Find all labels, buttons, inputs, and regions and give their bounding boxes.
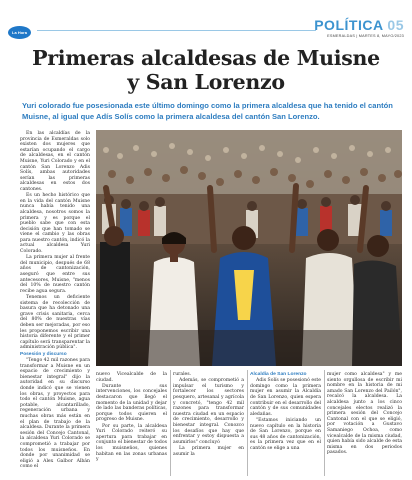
left-paragraph: Tenemos un deficiente sistema de recolección de basura que ha detonado una grave crisis sanitaria, cerca del 80% de nuestras vías deben ser mejoradas, por eso les proponemos escribir una historia diferente y el primer capítulo será transparentar la administración pública". <box>20 295 90 351</box>
paragraph: "Estamos iniciando un nuevo capítulo en la historia de San Lorenzo, porque en sus 48 años de cantonización, es la primera vez que en el cantón se elige a una <box>250 417 321 451</box>
crowd-photo <box>96 130 402 366</box>
bottom-column-3 <box>250 372 321 452</box>
left-paragraph: "Tengo 42 mil razones para transformar a Muisne en un espacio de crecimiento y bienestar integral" dijo la autoridad en su discurso donde indicó que se vienen los obras, y proyectos para todo el cantón Muisne, agua potable, alcantarillado, regeneración urbana y muchas obras más están en el plan de trabajo de la alcaldesa. Durante la primera sesión del Concejo Cantonal, la alcaldesa Yuri Colorado se comprometió a trabajar por todos los muisneños. En donde por unanimidad se eligió a Alex Galbor Albán como el <box>20 358 90 470</box>
column-rule <box>247 370 248 476</box>
paragraph: Durante sus intervenciones, los concejales destacaron que llegó el momento de la unidad y dejar de lado las banderas políticas, porque todos quieren el progreso de Muisne. <box>96 383 167 423</box>
page-number: 05 <box>387 17 404 33</box>
left-column <box>20 131 90 471</box>
paragraph: Adis Solís se posesionó este domingo como la primera mujer en asumir la Alcaldía de San Lorenzo, quien espera contribuir en el desarrollo del cantón y de sus comunidades aledañas. <box>250 378 321 417</box>
paragraph: La primera mujer en asumir la <box>173 445 244 457</box>
subhead: Posesión y discurso <box>20 351 67 357</box>
section-name: POLÍTICA <box>314 17 384 33</box>
paragraph: rurales. <box>173 372 192 377</box>
paragraph: mujer como alcaldesa" y me siento orgullosa de escribir mi nombre en la historia de mi amado San Lorenzo del Pailón", recalcó la alcaldesa. La alcaldesa junto a los cinco concejales electos realizó la primera sesión del Concejo Cantonal con el que se eligió, por votación a Gustavo Samaniego Ochoa, como vicealcalde de la misma ciudad, quien había sido alcalde de esta misma en dos periodos pasados. <box>327 372 402 456</box>
left-paragraph: Es un hecho histórico que en la vida del cantón Muisne nunca había tenido una alcaldesa, nosotros somos la primera y es porque el pueblo sabe que con esta decisión que han tomado se viene el cambio y las obras para nuestro cantón, indicó la actual alcaldesa Yuri Colorado. <box>20 193 90 255</box>
box-title: Alcaldía de San Lorenzo <box>250 372 307 377</box>
crowd-photo-illustration <box>96 130 402 366</box>
bottom-column-1 <box>96 372 167 463</box>
headline: Primeras alcaldesas de Muisne y San Lorenzo <box>32 46 380 94</box>
section-header <box>314 18 404 38</box>
paragraph: nuevo Vicealcalde de la ciudad. <box>96 372 167 383</box>
paragraph: Por su parte, la alcaldesa Yuri Colorado reiteró su apertura para trabajar en conjunto el bienestar de todos los muisneños, quienes habitan en las zonas urbanas y <box>96 423 167 463</box>
bottom-column-2 <box>173 372 244 458</box>
column-rule <box>170 370 171 476</box>
left-paragraph: En las alcaldías de la provincia de Esmeraldas solo existen dos mujeres que estarían ocupando el cargo de alcaldesas, en el cantón Muisne, Yuri Colorado y en el cantón San Lorenzo Adis Solís, ambas autoridades serían las primeras alcaldesas en estos dos cantones. <box>20 131 90 192</box>
bottom-column-4 <box>327 372 402 457</box>
paragraph: Además, se comprometió a impulsar el turismo y fortalecer los sectores pesquero, artesanal y agrícola y concretó, "tengo 42 mil razones para transformar nuestra ciudad en un espacio de crecimiento, desarrollo y bienestar integral. Conozco los desafíos que hay que enfrentar y estoy dispuesta a asumirlos" concluyó <box>173 378 244 445</box>
deck: Yuri colorado fue posesionada este último domingo como la primera alcaldesa que ha tenido el cantón Muisne, al igual que Adís Solís como la primera alcaldesa del cantón San Lorenzo. <box>22 101 393 121</box>
newspaper-logo: La Hora <box>8 26 31 39</box>
header-rule <box>37 30 316 31</box>
left-paragraph: La primera mujer al frente del municipio, después de 68 años de cantonización, aseguró que entre sus antecesores, Muisne, "menos del 10% de nuestro cantón recibe agua segura. <box>20 255 90 294</box>
column-rule <box>324 370 325 476</box>
date-line: ESMERALDAS | MARTES 8, MAYO/2023 <box>327 34 404 38</box>
section-title <box>314 18 404 33</box>
